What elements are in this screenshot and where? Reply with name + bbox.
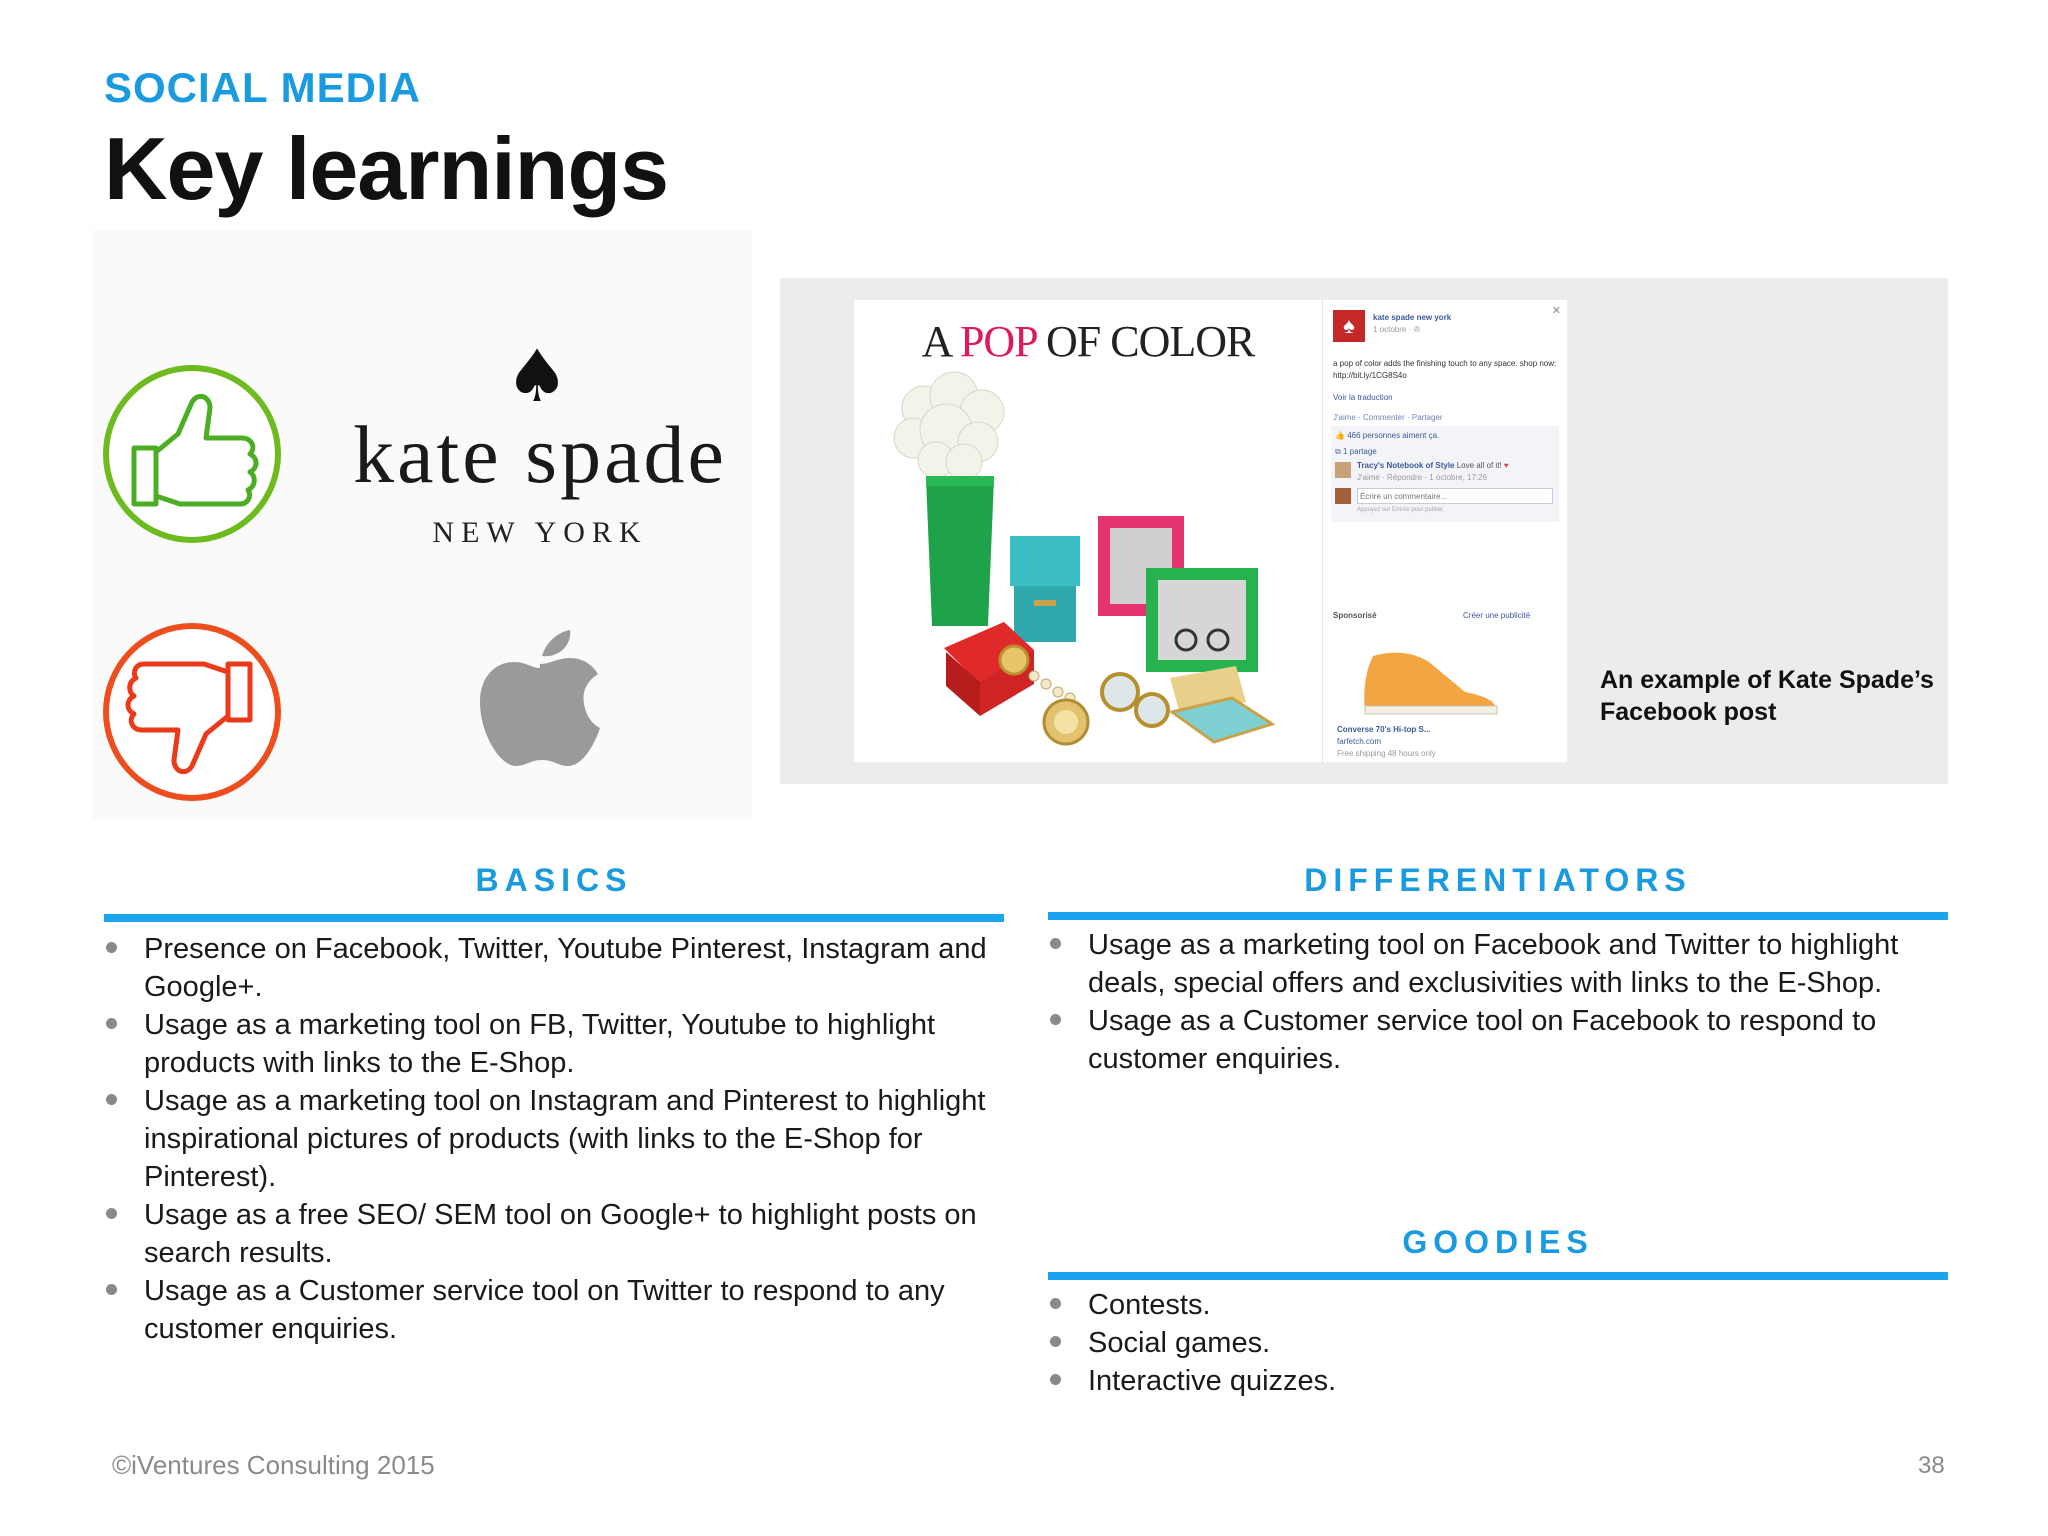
goodies-divider <box>1048 1272 1948 1280</box>
goodies-list <box>1048 1286 1948 1400</box>
brand-name: kate spade <box>353 409 727 500</box>
shares-count[interactable]: 1 partage <box>1342 447 1377 456</box>
thumbs-up-icon <box>100 362 284 546</box>
sponsored-label: Sponsorisé <box>1333 611 1377 620</box>
page-avatar <box>1333 310 1365 342</box>
share-icon: ⧉ <box>1335 447 1341 456</box>
list-item: Contests. <box>1048 1286 1948 1324</box>
differentiators-list <box>1048 926 1948 1078</box>
pop-of-color-title: A POP OF COLOR <box>921 317 1255 366</box>
comment-text: Love all of it! <box>1456 461 1502 470</box>
ad-note: Free shipping 48 hours only <box>1337 749 1436 758</box>
list-item: Usage as a free SEO/ SEM tool on Google+ to highlight posts on search results. <box>104 1196 1004 1272</box>
basics-list <box>104 930 1004 1348</box>
ad-site[interactable]: farfetch.com <box>1337 737 1382 746</box>
likes-count[interactable]: 466 personnes aiment ça. <box>1347 431 1440 440</box>
post-date: 1 octobre · ✇ <box>1373 325 1421 334</box>
list-item: Usage as a Customer service tool on Facebook to respond to customer enquiries. <box>1048 1002 1948 1078</box>
list-item: Social games. <box>1048 1324 1948 1362</box>
like-icon: 👍 <box>1335 431 1345 440</box>
commenter-avatar <box>1335 462 1351 478</box>
post-actions[interactable]: J'aime · Commenter · Partager <box>1333 413 1443 422</box>
facebook-post-sidebar <box>1322 300 1567 762</box>
list-item: Usage as a Customer service tool on Twitter to respond to any customer enquiries. <box>104 1272 1004 1348</box>
list-item: Presence on Facebook, Twitter, Youtube Pinterest, Instagram and Google+. <box>104 930 1004 1006</box>
comment-hint: Appuyez sur Entrée pour publier. <box>1357 507 1445 513</box>
product-still-life-illustration <box>854 300 1322 762</box>
comment-input[interactable] <box>1357 488 1553 504</box>
spade-icon: ♠ <box>1343 313 1355 338</box>
comment-meta: J'aime · Répondre · 1 octobre, 17:26 <box>1357 473 1488 482</box>
brand-city: NEW YORK <box>432 516 648 549</box>
spade-icon: ♠ <box>504 334 570 418</box>
post-text: a pop of color adds the finishing touch to any space. shop now: http://bit.ly/1CG8S4o <box>1333 359 1557 380</box>
apple-logo-icon <box>480 622 600 766</box>
list-item: Interactive quizzes. <box>1048 1362 1948 1400</box>
page-number: 38 <box>1918 1452 1945 1479</box>
heart-icon: ♥ <box>1503 461 1509 470</box>
reactions-box <box>1331 426 1559 522</box>
translate-link[interactable]: Voir la traduction <box>1333 393 1393 402</box>
copyright-text: ©iVentures Consulting 2015 <box>112 1450 435 1480</box>
page-name-link[interactable]: kate spade new york <box>1373 313 1452 322</box>
basics-heading: BASICS <box>475 862 633 898</box>
differentiators-divider <box>1048 912 1948 920</box>
list-item: Usage as a marketing tool on Facebook and Twitter to highlight deals, special offers and exclusivities with links to the E-Shop. <box>1048 926 1948 1002</box>
post-photo <box>854 300 1322 762</box>
list-item: Usage as a marketing tool on FB, Twitter, Youtube to highlight products with links to the E-Shop. <box>104 1006 1004 1082</box>
screenshot-caption: An example of Kate Spade’s Facebook post <box>1600 666 1934 726</box>
ad-title[interactable]: Converse 70's Hi-top S... <box>1337 725 1431 734</box>
kate-spade-logo <box>330 334 750 550</box>
create-ad-link[interactable]: Créer une publicité <box>1463 611 1531 620</box>
differentiators-heading: DIFFERENTIATORS <box>1304 862 1692 898</box>
goodies-heading: GOODIES <box>1402 1224 1594 1260</box>
sneaker-ad-image[interactable] <box>1353 640 1503 720</box>
basics-divider <box>104 914 1004 922</box>
thumbs-down-icon <box>100 620 284 804</box>
commenter-name[interactable]: Tracy's Notebook of Style <box>1357 461 1455 470</box>
close-icon[interactable]: ✕ <box>1551 305 1561 317</box>
viewer-avatar <box>1335 488 1351 504</box>
section-kicker: SOCIAL MEDIA <box>104 64 421 111</box>
page-title: Key learnings <box>104 119 669 218</box>
list-item: Usage as a marketing tool on Instagram and Pinterest to highlight inspirational pictures of products (with links to the E-Shop for Pinterest). <box>104 1082 1004 1196</box>
